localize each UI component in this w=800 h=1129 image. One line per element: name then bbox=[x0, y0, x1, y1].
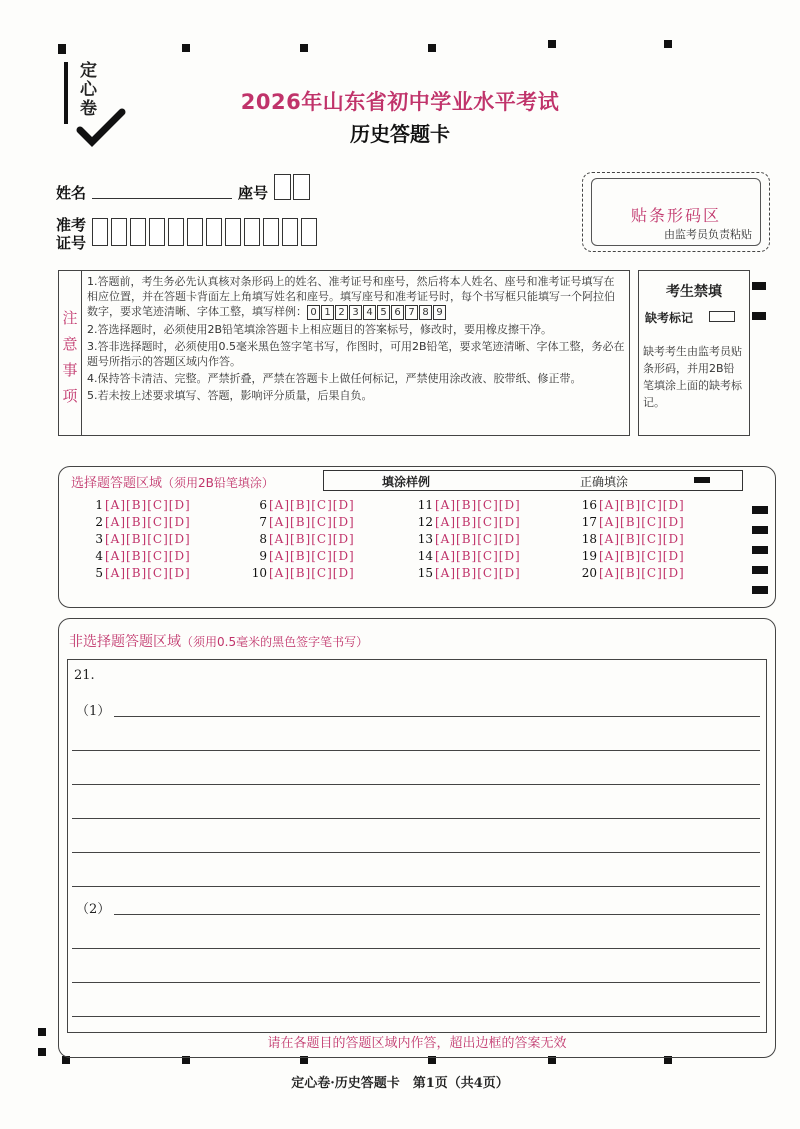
answer-line[interactable] bbox=[72, 750, 760, 751]
question-number: 4 bbox=[95, 549, 103, 563]
question-number: 13 bbox=[417, 532, 433, 546]
seat-label: 座号 bbox=[238, 184, 269, 202]
sub-question-2: （2） bbox=[76, 902, 111, 917]
absent-desc: 缺考考生由监考员贴条形码，并用2B铅笔填涂上面的缺考标记。 bbox=[643, 345, 742, 409]
choice-row bbox=[575, 565, 685, 582]
sample-label: 填涂样例 bbox=[382, 475, 431, 489]
sample-digit: 5 bbox=[377, 305, 390, 320]
choice-row bbox=[245, 531, 355, 548]
notice-body: 1.答题前，考生务必先认真核对条形码上的姓名、准考证号和座号，然后将本人姓名、座号和准考证号填写在相应位置，并在答题卡背面左上角填写姓名和座号。填写座号和准考证号时，每个书写框只能填写一个阿拉伯数字，要求笔迹清晰、字体工整，填写样例： 0 1 2 3 4 5 6 7 8 9 2.答选择题时，必须使用2B铅笔填涂答题卡上相应题目的答案标号，修改时，要用橡皮擦干净。 3.答非选择题时，必须使用0.5毫米黑色签字笔书写，作图时，可用2B铅笔，要求笔迹清晰、字体工整，务必在题号所指示的答题区域内作答。 4.保持答卡清洁、完整。严禁折叠，严禁在答题卡上做任何标记，严禁使用涂改液、胶带纸、修正带。 5.若未按上述要求填写、答题，影响评分质量，后果自负。 bbox=[87, 275, 625, 402]
choice-column bbox=[245, 497, 355, 582]
exam-title: 2026年山东省初中学业水平考试 bbox=[240, 90, 560, 114]
absent-title: 考生禁填 bbox=[666, 284, 722, 300]
ticket-digit-box[interactable] bbox=[168, 218, 184, 246]
question-number: 14 bbox=[417, 549, 433, 563]
ticket-digit-box[interactable] bbox=[282, 218, 298, 246]
question-number: 10 bbox=[251, 566, 267, 580]
choice-row bbox=[411, 548, 521, 565]
answer-box[interactable] bbox=[67, 659, 767, 1033]
question-number: 8 bbox=[259, 532, 267, 546]
sub-question-1: （1） bbox=[76, 704, 111, 719]
answer-options[interactable]: [A][B][C][D] bbox=[105, 515, 191, 529]
question-number: 12 bbox=[417, 515, 433, 529]
fill-sample bbox=[323, 470, 743, 491]
sample-digit: 7 bbox=[405, 305, 418, 320]
answer-line[interactable] bbox=[72, 886, 760, 887]
answer-line[interactable] bbox=[72, 1016, 760, 1017]
sample-digit: 9 bbox=[433, 305, 446, 320]
name-field[interactable] bbox=[92, 198, 232, 199]
question-number: 21. bbox=[74, 668, 95, 683]
ticket-digit-box[interactable] bbox=[111, 218, 127, 246]
choice-column bbox=[575, 497, 685, 582]
timing-mark bbox=[38, 1028, 46, 1036]
answer-options[interactable]: [A][B][C][D] bbox=[599, 498, 685, 512]
answer-line[interactable] bbox=[72, 784, 760, 785]
correct-fill-mark bbox=[694, 477, 710, 483]
answer-options[interactable]: [A][B][C][D] bbox=[599, 515, 685, 529]
choice-title: 选择题答题区域（须用2B铅笔填涂） bbox=[71, 476, 274, 491]
answer-options[interactable]: [A][B][C][D] bbox=[435, 515, 521, 529]
sample-digit: 8 bbox=[419, 305, 432, 320]
question-number: 19 bbox=[581, 549, 597, 563]
question-number: 11 bbox=[417, 498, 433, 512]
choice-row bbox=[411, 514, 521, 531]
choice-row bbox=[81, 531, 191, 548]
ticket-digit-box[interactable] bbox=[149, 218, 165, 246]
choice-row bbox=[245, 548, 355, 565]
answer-options[interactable]: [A][B][C][D] bbox=[269, 566, 355, 580]
ticket-digit-box[interactable] bbox=[301, 218, 317, 246]
name-label: 姓名 bbox=[56, 184, 87, 202]
ticket-label: 准考 证号 bbox=[56, 216, 87, 252]
choice-row bbox=[245, 565, 355, 582]
choice-grid bbox=[67, 497, 757, 605]
timing-mark bbox=[182, 44, 190, 52]
answer-area-warning: 请在各题目的答题区域内作答，超出边框的答案无效 bbox=[267, 1036, 567, 1051]
card-title: 历史答题卡 bbox=[350, 122, 450, 146]
question-number: 17 bbox=[581, 515, 597, 529]
answer-options[interactable]: [A][B][C][D] bbox=[269, 498, 355, 512]
question-number: 5 bbox=[95, 566, 103, 580]
answer-line[interactable] bbox=[72, 818, 760, 819]
question-number: 1 bbox=[95, 498, 103, 512]
timing-mark bbox=[428, 44, 436, 52]
correct-label: 正确填涂 bbox=[580, 475, 629, 489]
choice-row bbox=[575, 497, 685, 514]
choice-row bbox=[575, 548, 685, 565]
notice-box bbox=[58, 270, 630, 436]
sample-digits bbox=[307, 304, 447, 320]
absent-box bbox=[638, 270, 750, 436]
ticket-number-field[interactable] bbox=[92, 218, 320, 250]
choice-row bbox=[81, 565, 191, 582]
question-number: 20 bbox=[581, 566, 597, 580]
free-response-title: 非选择题答题区域（须用0.5毫米的黑色签字笔书写） bbox=[69, 634, 369, 650]
logo-text: 定心卷 bbox=[80, 61, 97, 119]
choice-row bbox=[575, 531, 685, 548]
question-number: 9 bbox=[259, 549, 267, 563]
absent-mark-label: 缺考标记 bbox=[645, 311, 694, 325]
sample-digit: 6 bbox=[391, 305, 404, 320]
timing-mark bbox=[752, 282, 766, 290]
answer-options[interactable]: [A][B][C][D] bbox=[435, 498, 521, 512]
ticket-digit-box[interactable] bbox=[263, 218, 279, 246]
question-number: 15 bbox=[417, 566, 433, 580]
choice-row bbox=[411, 497, 521, 514]
choice-row bbox=[411, 531, 521, 548]
page-footer: 定心卷·历史答题卡 第1页（共4页） bbox=[291, 1076, 509, 1091]
choice-row bbox=[245, 497, 355, 514]
answer-options[interactable]: [A][B][C][D] bbox=[269, 532, 355, 546]
answer-options[interactable]: [A][B][C][D] bbox=[269, 549, 355, 563]
absent-mark-checkbox[interactable] bbox=[709, 311, 735, 322]
ticket-digit-box[interactable] bbox=[244, 218, 260, 246]
timing-mark bbox=[548, 40, 556, 48]
choice-column bbox=[81, 497, 191, 582]
timing-mark bbox=[300, 44, 308, 52]
answer-line[interactable] bbox=[72, 948, 760, 949]
timing-mark bbox=[38, 1048, 46, 1056]
seat-field[interactable] bbox=[274, 174, 310, 204]
choice-row bbox=[245, 514, 355, 531]
ticket-digit-box[interactable] bbox=[130, 218, 146, 246]
question-number: 16 bbox=[581, 498, 597, 512]
barcode-label: 贴条形码区 bbox=[630, 206, 721, 225]
sample-digit: 0 bbox=[307, 305, 320, 320]
barcode-area bbox=[582, 172, 770, 252]
choice-row bbox=[81, 548, 191, 565]
choice-answer-area bbox=[58, 466, 776, 608]
timing-mark bbox=[664, 40, 672, 48]
answer-line[interactable] bbox=[72, 852, 760, 853]
answer-options[interactable]: [A][B][C][D] bbox=[599, 549, 685, 563]
timing-mark bbox=[752, 312, 766, 320]
choice-row bbox=[81, 497, 191, 514]
sample-digit: 3 bbox=[349, 305, 362, 320]
answer-options[interactable]: [A][B][C][D] bbox=[105, 532, 191, 546]
barcode-note: 由监考员负责粘贴 bbox=[664, 228, 752, 241]
answer-line[interactable] bbox=[114, 716, 760, 717]
choice-row bbox=[575, 514, 685, 531]
answer-line[interactable] bbox=[114, 914, 760, 915]
ticket-digit-box[interactable] bbox=[206, 218, 222, 246]
answer-options[interactable]: [A][B][C][D] bbox=[435, 549, 521, 563]
answer-options[interactable]: [A][B][C][D] bbox=[599, 566, 685, 580]
choice-row bbox=[411, 565, 521, 582]
notice-label: 注 意 事 项 bbox=[59, 271, 82, 435]
sample-digit: 2 bbox=[335, 305, 348, 320]
answer-options[interactable]: [A][B][C][D] bbox=[599, 532, 685, 546]
free-response-area bbox=[58, 618, 776, 1058]
choice-row bbox=[81, 514, 191, 531]
question-number: 2 bbox=[95, 515, 103, 529]
ticket-digit-box[interactable] bbox=[187, 218, 203, 246]
ticket-digit-box[interactable] bbox=[225, 218, 241, 246]
answer-options[interactable]: [A][B][C][D] bbox=[105, 498, 191, 512]
question-number: 7 bbox=[259, 515, 267, 529]
answer-options[interactable]: [A][B][C][D] bbox=[105, 549, 191, 563]
question-number: 6 bbox=[259, 498, 267, 512]
answer-options[interactable]: [A][B][C][D] bbox=[269, 515, 355, 529]
sample-digit: 4 bbox=[363, 305, 376, 320]
answer-options[interactable]: [A][B][C][D] bbox=[105, 566, 191, 580]
question-number: 3 bbox=[95, 532, 103, 546]
choice-column bbox=[411, 497, 521, 582]
answer-line[interactable] bbox=[72, 982, 760, 983]
question-number: 18 bbox=[581, 532, 597, 546]
ticket-digit-box[interactable] bbox=[92, 218, 108, 246]
sample-digit: 1 bbox=[321, 305, 334, 320]
answer-options[interactable]: [A][B][C][D] bbox=[435, 532, 521, 546]
answer-options[interactable]: [A][B][C][D] bbox=[435, 566, 521, 580]
